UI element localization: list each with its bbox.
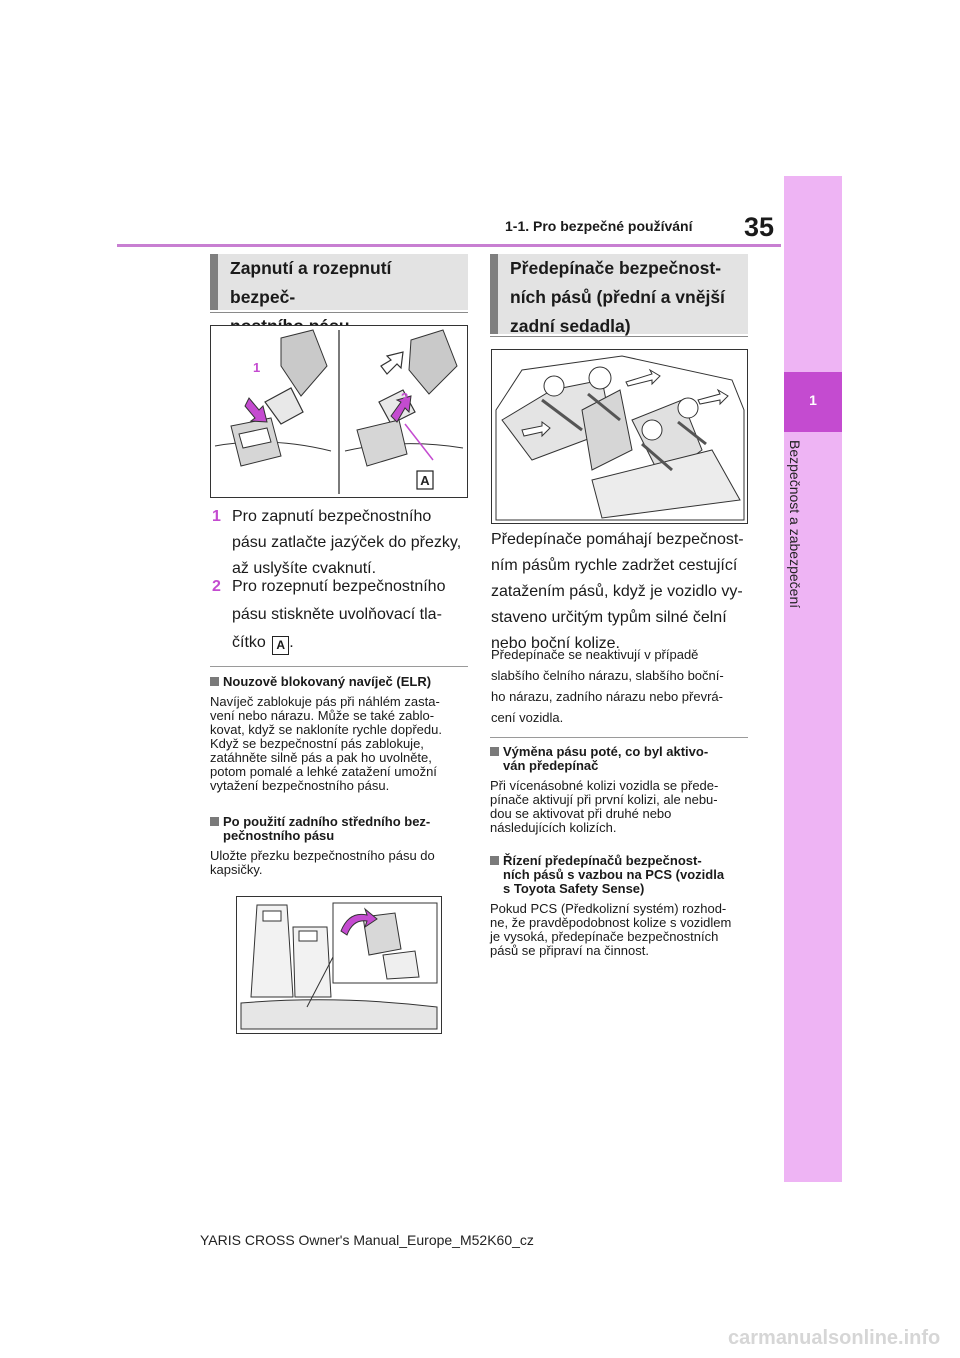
note-line: vení nebo nárazu. Může se také zablo- bbox=[210, 708, 435, 723]
note-title: pečnostního pásu bbox=[223, 828, 335, 843]
car-interior-illustration bbox=[492, 350, 747, 523]
note-line: Uložte přezku bezpečnostního pásu do bbox=[210, 848, 435, 863]
bullet-square-icon bbox=[490, 856, 499, 865]
note-line: potom pomalé a lehké zatažení umožní bbox=[210, 764, 437, 779]
step-text-line: Pro rozepnutí bezpečnostního bbox=[232, 578, 446, 595]
paragraph-line: ho nárazu, zadního nárazu nebo převrá- bbox=[491, 689, 723, 704]
key-a-icon: A bbox=[272, 636, 289, 655]
bullet-square-icon bbox=[210, 677, 219, 686]
step-2 bbox=[212, 574, 470, 654]
note-line: Navíječ zablokuje pás při náhlém zasta- bbox=[210, 694, 440, 709]
heading-line: Zapnutí a rozepnutí bezpeč- bbox=[230, 258, 392, 307]
section-divider bbox=[490, 737, 748, 738]
paragraph-line: staveno určitým typům silné čelní bbox=[491, 609, 727, 626]
heading-underline bbox=[490, 336, 748, 337]
note-line: kapsičky. bbox=[210, 862, 263, 877]
note-line: Při vícenásobné kolizi vozidla se přede- bbox=[490, 778, 719, 793]
note-rear-center-belt bbox=[210, 815, 472, 877]
header-rule bbox=[117, 244, 781, 247]
step-text-line: čítko bbox=[232, 634, 266, 651]
seatbelt-figure bbox=[210, 325, 468, 498]
step-number: 1 bbox=[212, 508, 221, 525]
note-elr bbox=[210, 675, 472, 793]
step-text-line: pásu zatlačte jazýček do přezky, bbox=[232, 534, 462, 551]
note-title: Výměna pásu poté, co byl aktivo- bbox=[503, 744, 709, 759]
step-number: 2 bbox=[212, 578, 221, 595]
note-line: ne, že pravděpodobnost kolize s vozidlem bbox=[490, 915, 732, 930]
note-line: dou se aktivovat při druhé nebo bbox=[490, 806, 672, 821]
note-line: Pokud PCS (Předkolizní systém) rozhod- bbox=[490, 901, 727, 916]
heading-line: ních pásů (přední a vnější bbox=[510, 287, 725, 307]
step-end: . bbox=[289, 634, 294, 651]
note-line: následujících kolizích. bbox=[490, 820, 617, 835]
note-title: ván předepínač bbox=[503, 758, 599, 773]
chapter-title bbox=[775, 440, 815, 640]
figure-label-a: A bbox=[420, 473, 430, 488]
paragraph-line: Předepínače pomáhají bezpečnost- bbox=[491, 531, 744, 548]
paragraph-line: zatažením pásů, když je vozidlo vy- bbox=[491, 583, 743, 600]
seatbelt-illustration bbox=[211, 326, 467, 497]
note-title: s Toyota Safety Sense) bbox=[503, 881, 645, 896]
watermark[interactable]: carmanualsonline.info bbox=[728, 1327, 941, 1349]
paragraph-line: ním pásům rychle zadržet cestující bbox=[491, 557, 738, 574]
heading-underline bbox=[210, 312, 468, 313]
chapter-side-tab bbox=[784, 176, 842, 1182]
step-text-line: pásu stiskněte uvolňovací tla- bbox=[232, 606, 442, 623]
heading-seatbelt bbox=[210, 254, 468, 310]
step-text-line: Pro zapnutí bezpečnostního bbox=[232, 508, 432, 525]
note-line: je vysoká, předepínače bezpečnostních bbox=[490, 929, 719, 944]
pretensioner-small-paragraph bbox=[491, 644, 761, 728]
paragraph-line: Předepínače se neaktivují v případě bbox=[491, 647, 699, 662]
step-1 bbox=[212, 504, 470, 582]
bullet-square-icon bbox=[210, 817, 219, 826]
step-text-line: až uslyšíte cvaknutí. bbox=[232, 560, 377, 577]
footer-manual-id: YARIS CROSS Owner's Manual_Europe_M52K60_cz bbox=[200, 1232, 534, 1248]
paragraph-line: nebo boční kolize. bbox=[491, 635, 620, 652]
chapter-number: 1 bbox=[809, 392, 817, 408]
paragraph-line: cení vozidla. bbox=[491, 710, 564, 725]
note-line: pásů se připraví na činnost. bbox=[490, 943, 649, 958]
note-title: ních pásů s vazbou na PCS (vozidla bbox=[503, 867, 725, 882]
note-replacement bbox=[490, 745, 758, 835]
note-title: Po použití zadního středního bez- bbox=[223, 814, 431, 829]
note-line: vytažení bezpečnostního pásu. bbox=[210, 778, 390, 793]
bullet-square-icon bbox=[490, 747, 499, 756]
section-divider bbox=[210, 666, 468, 667]
figure-label-1: 1 bbox=[253, 360, 261, 375]
note-line: zatáhněte silně pás a pak ho uvolněte, bbox=[210, 750, 432, 765]
note-title: Řízení předepínačů bezpečnost- bbox=[503, 853, 702, 868]
figure-label-2: 2 bbox=[401, 390, 409, 405]
paragraph-line: slabšího čelního nárazu, slabšího boční- bbox=[491, 668, 724, 683]
heading-line: Předepínače bezpečnost- bbox=[510, 258, 722, 278]
note-line: kovat, když se nakloníte rychle dopředu. bbox=[210, 722, 442, 737]
pretensioner-figure bbox=[491, 349, 748, 524]
buckle-pocket-figure bbox=[236, 896, 442, 1034]
pretensioner-paragraph bbox=[491, 527, 761, 657]
page-number: 35 bbox=[744, 212, 775, 242]
note-line: Když se bezpečnostní pás zablokuje, bbox=[210, 736, 424, 751]
note-title: Nouzově blokovaný navíječ (ELR) bbox=[223, 674, 432, 689]
section-title: 1-1. Pro bezpečné používání bbox=[505, 218, 693, 234]
note-pcs-control bbox=[490, 854, 758, 958]
rear-seat-illustration bbox=[237, 897, 441, 1033]
heading-line: zadní sedadla) bbox=[510, 316, 631, 336]
heading-pretensioners bbox=[490, 254, 748, 334]
note-line: pínače aktivují při první kolizi, ale nebu- bbox=[490, 792, 718, 807]
chapter-title-text: Bezpečnost a zabezpečení bbox=[787, 440, 803, 609]
